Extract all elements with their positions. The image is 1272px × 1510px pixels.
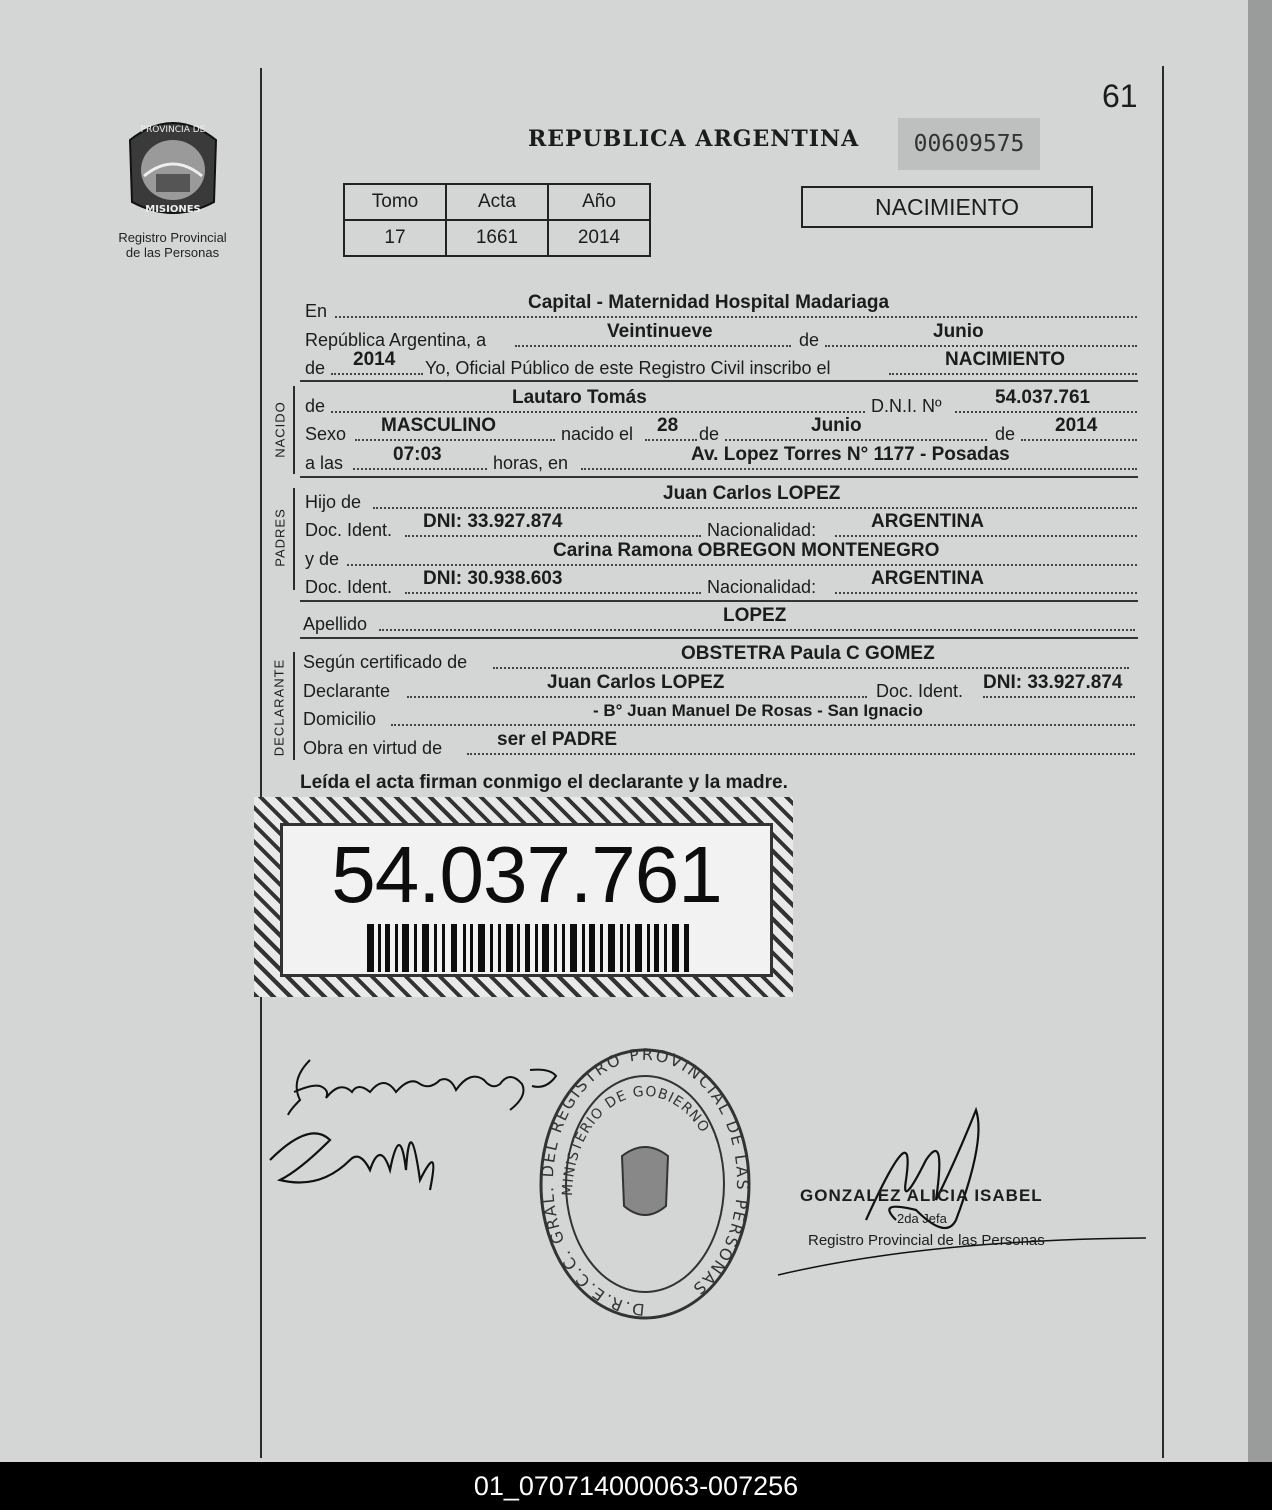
mother-name: Carina Ramona OBREGON MONTENEGRO	[553, 540, 940, 561]
y-de-label: y de	[305, 549, 340, 569]
page-number: 61	[1102, 78, 1138, 114]
sex-value: MASCULINO	[381, 415, 497, 436]
year-line	[305, 349, 1137, 382]
volume-table-value-row	[344, 220, 650, 256]
hijo-de-label: Hijo de	[305, 492, 362, 512]
scan-edge	[1248, 0, 1272, 1462]
logo-top-text: PROVINCIA DE	[140, 125, 206, 135]
anio-value: 2014	[548, 220, 650, 256]
handwritten-name: Juan carlos Lopez	[260, 1040, 269, 1041]
record-type-box: NACIMIENTO	[801, 186, 1093, 228]
apellido-rule	[300, 637, 1138, 639]
time-line	[305, 444, 1137, 477]
seal-ring-text: D.R.E.C.C. GRAL. DEL REGISTRO PROVINCIAL DE LAS PERSONAS	[537, 1046, 753, 1320]
cert-value: OBSTETRA Paula C GOMEZ	[681, 643, 935, 664]
apellido-label: Apellido	[303, 614, 368, 634]
place-value: Capital - Maternidad Hospital Madariaga	[528, 292, 890, 313]
dni-sticker-number: 54.037.761	[331, 830, 722, 919]
dni-sticker-inner	[280, 823, 773, 977]
provincia-misiones-logo	[120, 112, 226, 224]
declarante-label: Declarante	[303, 681, 391, 701]
nacido-rule	[300, 476, 1138, 478]
obra-value: ser el PADRE	[497, 729, 618, 750]
father-doc: DNI: 33.927.874	[423, 511, 563, 532]
father-nat-label: Nacionalidad:	[707, 520, 817, 540]
republica-label: República Argentina, a	[305, 330, 487, 350]
acta-header: Acta	[446, 184, 548, 220]
de-month-label: de	[995, 424, 1016, 444]
nacido-bracket	[293, 386, 295, 474]
nacido-el-label: nacido el	[561, 424, 634, 444]
month-value: Junio	[933, 321, 984, 342]
volume-table	[343, 183, 651, 257]
tomo-header: Tomo	[344, 184, 446, 220]
left-margin-rule	[260, 68, 262, 1458]
father-doc-label: Doc. Ident.	[305, 520, 393, 540]
mother-doc-label: Doc. Ident.	[305, 577, 393, 597]
day-words: Veintinueve	[607, 321, 713, 342]
acta-value: 1661	[446, 220, 548, 256]
file-code-bar	[0, 1462, 1272, 1510]
domicilio-label: Domicilio	[303, 709, 377, 729]
official-org: Registro Provincial de las Personas	[808, 1232, 1045, 1249]
place-line	[305, 292, 1137, 325]
registry-seal	[536, 1046, 754, 1322]
file-code: 01_070714000063-007256	[473, 1471, 799, 1501]
declarante-bracket	[293, 652, 295, 760]
volume-table-header-row	[344, 184, 650, 220]
declarante-section-label: DECLARANTE	[271, 658, 287, 757]
father-name: Juan Carlos LOPEZ	[663, 483, 841, 504]
obra-line	[303, 729, 1135, 762]
act-value: NACIMIENTO	[945, 349, 1065, 370]
barcode	[367, 924, 691, 972]
nacido-section-label: NACIDO	[272, 401, 288, 458]
logo-caption	[100, 230, 245, 260]
padres-rule	[300, 600, 1138, 602]
country-title: REPUBLICA ARGENTINA	[528, 126, 860, 152]
apellido-value: LOPEZ	[723, 605, 787, 626]
domicilio-line	[303, 701, 1135, 733]
logo-caption-line-1: Registro Provincial	[118, 230, 227, 245]
birth-year: 2014	[1055, 415, 1098, 436]
birth-day: 28	[657, 415, 679, 436]
official-name: GONZALEZ ALICIA ISABEL	[800, 1186, 1043, 1205]
birth-address: Av. Lopez Torres N° 1177 - Posadas	[691, 444, 1010, 465]
horas-label: horas, en	[493, 453, 569, 473]
padres-bracket	[293, 488, 295, 590]
a-las-label: a las	[305, 453, 344, 473]
de-name-label: de	[305, 396, 326, 416]
de-day-label: de	[699, 424, 720, 444]
tomo-value: 17	[344, 220, 446, 256]
logo-bottom-text: MISIONES	[145, 204, 201, 215]
father-nationality: ARGENTINA	[871, 511, 984, 532]
dni-sticker	[254, 797, 793, 997]
mother-nationality: ARGENTINA	[871, 568, 984, 589]
child-name: Lautaro Tomás	[512, 387, 647, 408]
right-margin-rule	[1162, 66, 1164, 1458]
obra-label: Obra en virtud de	[303, 738, 443, 758]
official-title: 2da Jefa	[897, 1211, 947, 1226]
anio-header: Año	[548, 184, 650, 220]
birth-month: Junio	[811, 415, 862, 436]
de-year-label: de	[305, 358, 326, 378]
mother-doc-line	[305, 568, 1137, 601]
intro-rule	[300, 380, 1138, 382]
closing-statement: Leída el acta firman conmigo el declarante y la madre.	[300, 772, 788, 793]
declarante-doc: DNI: 33.927.874	[983, 672, 1123, 693]
declarante-doc-label: Doc. Ident.	[876, 681, 964, 701]
de-label: de	[799, 330, 820, 350]
apellido-line	[303, 605, 1135, 638]
birth-time: 07:03	[393, 444, 442, 465]
declarante-signature	[260, 1040, 570, 1210]
seal-inner-text: MINISTERIO DE GOBIERNO	[559, 1083, 713, 1197]
sexo-label: Sexo	[305, 424, 347, 444]
child-dni: 54.037.761	[995, 387, 1091, 408]
mother-nat-label: Nacionalidad:	[707, 577, 817, 597]
mother-doc: DNI: 30.938.603	[423, 568, 563, 589]
logo-caption-line-2: de las Personas	[125, 245, 220, 260]
dni-label: D.N.I. Nº	[871, 396, 942, 416]
serial-number: 00609575	[898, 118, 1040, 170]
domicilio-value: - B° Juan Manuel De Rosas - San Ignacio	[593, 701, 923, 720]
year-value: 2014	[353, 349, 396, 370]
oficial-text: Yo, Oficial Público de este Registro Civil inscribo el	[425, 358, 831, 378]
padres-section-label: PADRES	[272, 508, 288, 567]
declarante-name: Juan Carlos LOPEZ	[547, 672, 725, 693]
en-label: En	[305, 301, 328, 321]
cert-label: Según certificado de	[303, 652, 468, 672]
